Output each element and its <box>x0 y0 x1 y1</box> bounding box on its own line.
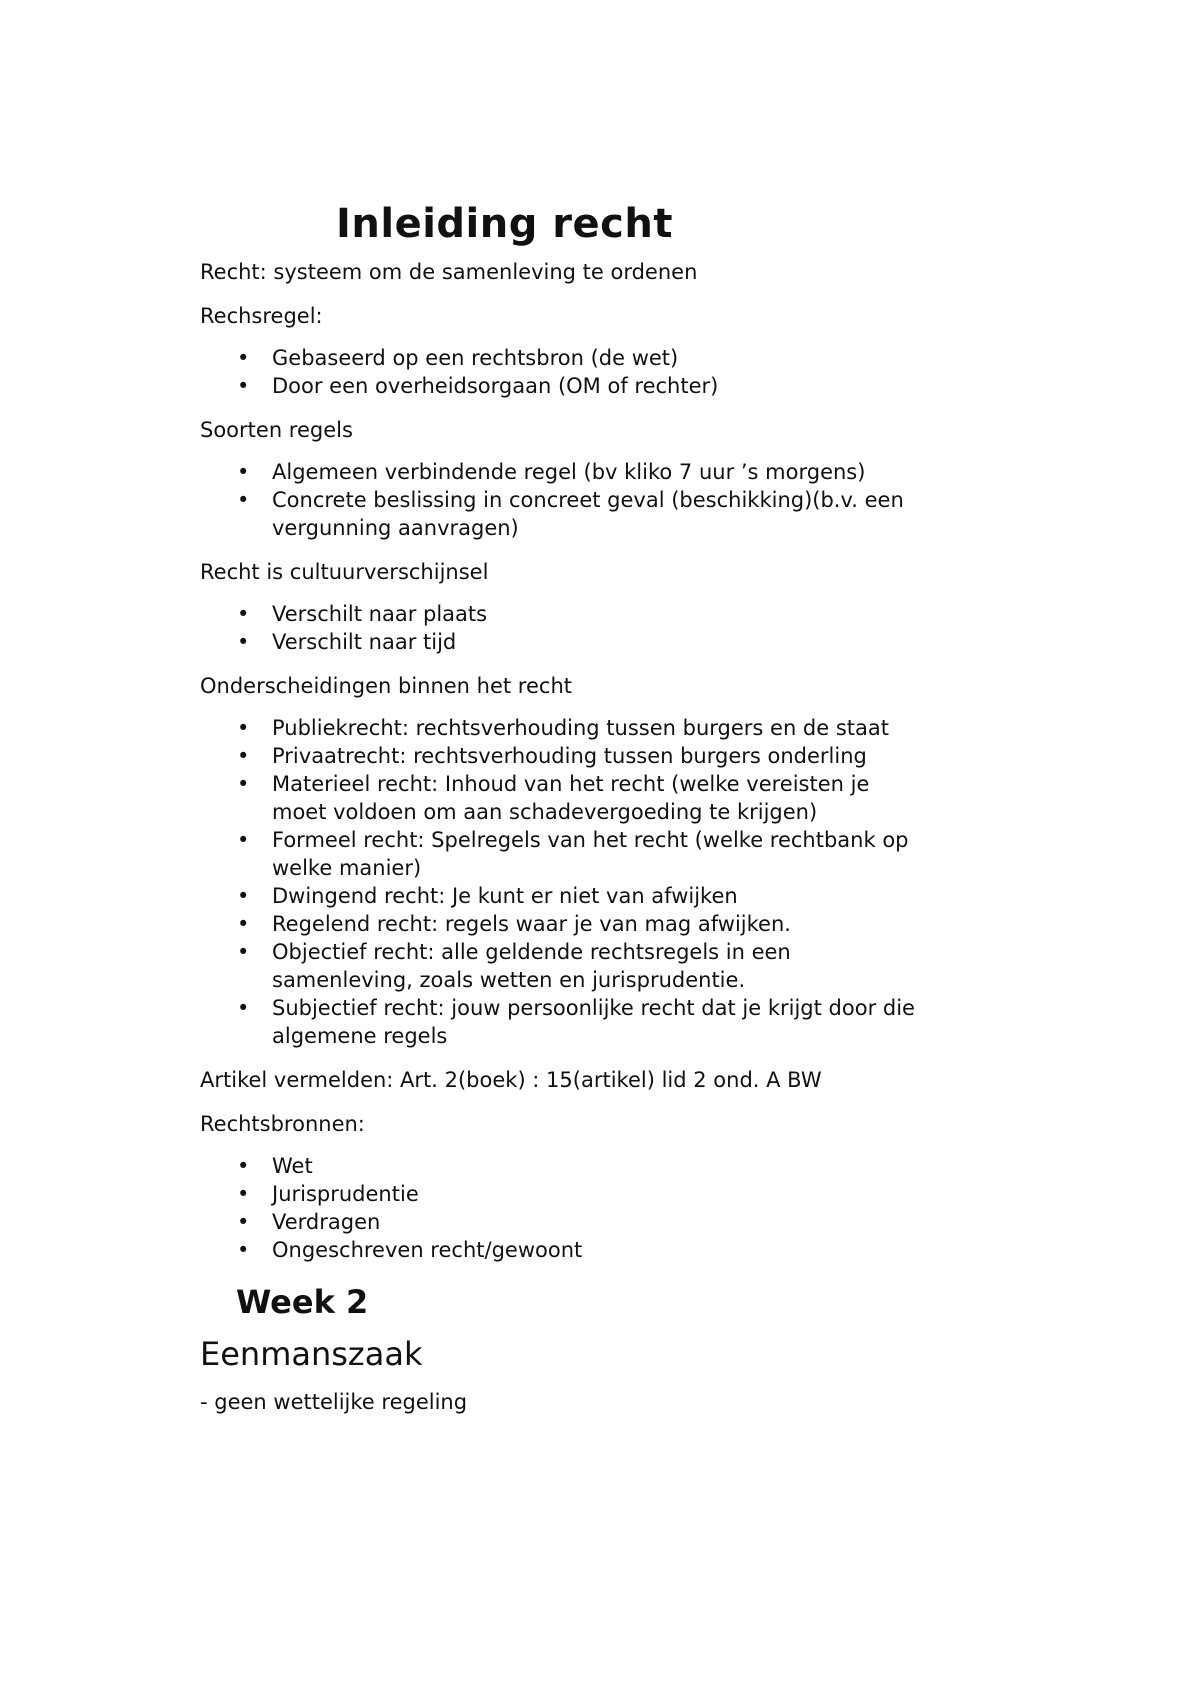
bullet-icon: • <box>237 346 250 370</box>
rechtsregel-list <box>200 344 920 400</box>
onderscheidingen-list <box>200 714 920 1050</box>
list-item <box>237 994 920 1050</box>
rechtsregel-heading: Rechsregel: <box>200 304 323 328</box>
list-item <box>237 372 920 400</box>
bullet-icon: • <box>237 940 250 964</box>
list-item-text: Jurisprudentie <box>272 1182 419 1206</box>
bullet-icon: • <box>237 716 250 740</box>
list-item <box>237 458 920 486</box>
onderscheidingen-heading: Onderscheidingen binnen het recht <box>200 674 572 698</box>
list-item-text: Materieel recht: Inhoud van het recht (welke vereisten je moet voldoen om aan schadevergoeding te krijgen) <box>272 772 870 824</box>
soorten-list <box>200 458 920 542</box>
bullet-icon: • <box>237 374 250 398</box>
bullet-icon: • <box>237 828 250 852</box>
list-item-text: Privaatrecht: rechtsverhouding tussen burgers onderling <box>272 744 867 768</box>
list-item <box>237 628 920 656</box>
bullet-icon: • <box>237 602 250 626</box>
bullet-icon: • <box>237 630 250 654</box>
week-heading: Week 2 <box>236 1283 369 1321</box>
bullet-icon: • <box>237 772 250 796</box>
list-item-text: Door een overheidsorgaan (OM of rechter) <box>272 374 719 398</box>
list-item-text: Objectief recht: alle geldende rechtsregels in een samenleving, zoals wetten en jurisprudentie. <box>272 940 791 992</box>
list-item <box>237 1180 920 1208</box>
list-item <box>237 1208 920 1236</box>
list-item-text: Algemeen verbindende regel (bv kliko 7 uur ’s morgens) <box>272 460 866 484</box>
bullet-icon: • <box>237 1182 250 1206</box>
bullet-icon: • <box>237 1154 250 1178</box>
list-item <box>237 938 920 994</box>
section-heading: Eenmanszaak <box>200 1335 423 1373</box>
bullet-icon: • <box>237 912 250 936</box>
document-title: Inleiding recht <box>336 201 673 247</box>
list-item-text: Dwingend recht: Je kunt er niet van afwijken <box>272 884 738 908</box>
list-item <box>237 600 920 628</box>
list-item-text: Verdragen <box>272 1210 381 1234</box>
cultuur-list <box>200 600 920 656</box>
bronnen-list <box>200 1152 920 1264</box>
artikel-text: Artikel vermelden: Art. 2(boek) : 15(artikel) lid 2 ond. A BW <box>200 1068 822 1092</box>
list-item-text: Subjectief recht: jouw persoonlijke recht dat je krijgt door die algemene regels <box>272 996 915 1048</box>
document-page <box>200 196 920 1432</box>
list-item <box>237 344 920 372</box>
list-item-text: Verschilt naar plaats <box>272 602 488 626</box>
list-item <box>237 770 920 826</box>
bronnen-heading: Rechtsbronnen: <box>200 1112 365 1136</box>
bullet-icon: • <box>237 744 250 768</box>
list-item-text: Verschilt naar tijd <box>272 630 457 654</box>
section-text: - geen wettelijke regeling <box>200 1390 468 1414</box>
list-item <box>237 486 920 542</box>
bullet-icon: • <box>237 996 250 1020</box>
list-item-text: Gebaseerd op een rechtsbron (de wet) <box>272 346 679 370</box>
bullet-icon: • <box>237 884 250 908</box>
list-item <box>237 714 920 742</box>
list-item-text: Concrete beslissing in concreet geval (beschikking)(b.v. een vergunning aanvragen) <box>272 488 904 540</box>
list-item-text: Wet <box>272 1154 313 1178</box>
soorten-heading: Soorten regels <box>200 418 353 442</box>
bullet-icon: • <box>237 1210 250 1234</box>
list-item-text: Ongeschreven recht/gewoont <box>272 1238 583 1262</box>
list-item-text: Regelend recht: regels waar je van mag afwijken. <box>272 912 791 936</box>
list-item <box>237 742 920 770</box>
intro-text: Recht: systeem om de samenleving te ordenen <box>200 260 698 284</box>
list-item-text: Formeel recht: Spelregels van het recht (welke rechtbank op welke manier) <box>272 828 909 880</box>
bullet-icon: • <box>237 460 250 484</box>
list-item <box>237 882 920 910</box>
list-item <box>237 1236 920 1264</box>
bullet-icon: • <box>237 488 250 512</box>
cultuur-heading: Recht is cultuurverschijnsel <box>200 560 489 584</box>
list-item-text: Publiekrecht: rechtsverhouding tussen burgers en de staat <box>272 716 890 740</box>
list-item <box>237 826 920 882</box>
bullet-icon: • <box>237 1238 250 1262</box>
list-item <box>237 910 920 938</box>
list-item <box>237 1152 920 1180</box>
